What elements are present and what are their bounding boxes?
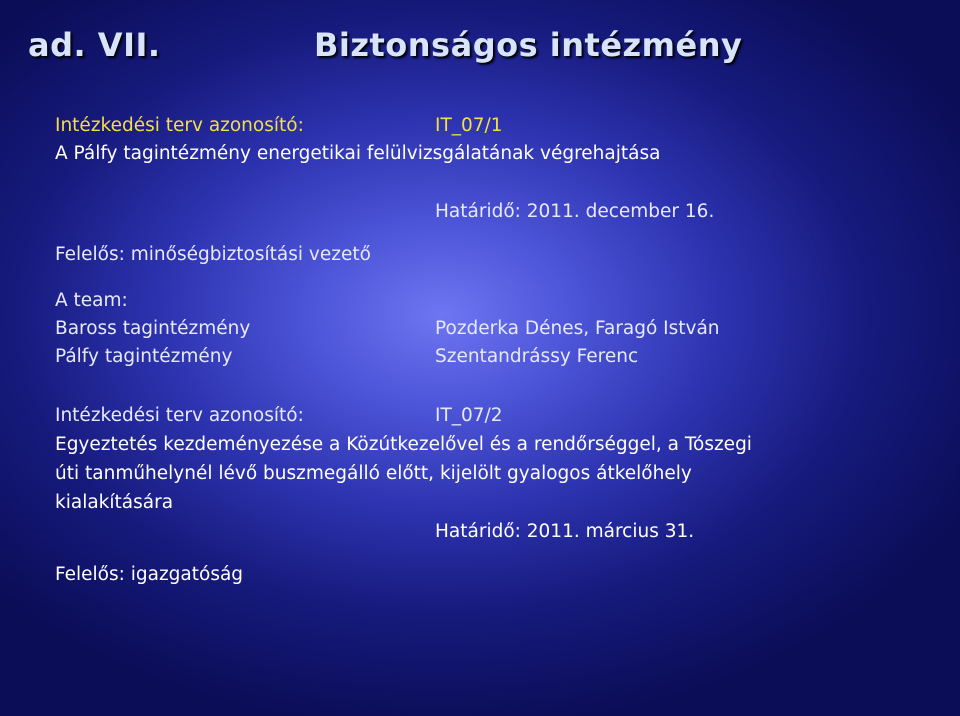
- plan2-description-line: kialakítására: [55, 492, 174, 513]
- team-unit: Pálfy tagintézmény: [55, 346, 233, 367]
- plan1-id-label: Intézkedési terv azonosító:: [55, 115, 304, 136]
- plan2-deadline: Határidő: 2011. március 31.: [435, 521, 695, 542]
- plan1-id-value: IT_07/1: [435, 115, 503, 136]
- team-unit: Baross tagintézmény: [55, 318, 251, 339]
- plan1-team-label: A team:: [55, 290, 128, 311]
- team-members: Pozderka Dénes, Faragó István: [435, 318, 720, 339]
- title-number: ad. VII.: [28, 26, 161, 64]
- plan2-id-value: IT_07/2: [435, 405, 503, 426]
- plan1-responsible: Felelős: minőségbiztosítási vezető: [55, 244, 371, 265]
- team-members: Szentandrássy Ferenc: [435, 346, 639, 367]
- plan1-description: A Pálfy tagintézmény energetikai felülvizsgálatának végrehajtása: [55, 143, 661, 164]
- plan2-id-label: Intézkedési terv azonosító:: [55, 405, 304, 426]
- plan2-responsible: Felelős: igazgatóság: [55, 564, 244, 585]
- plan2-description-line: úti tanműhelynél lévő buszmegálló előtt, kijelölt gyalogos átkelőhely: [55, 463, 692, 484]
- slide-title: [22, 26, 942, 78]
- plan2-description-line: Egyeztetés kezdeményezése a Közútkezelővel és a rendőrséggel, a Tószegi: [55, 434, 752, 455]
- title-text: Biztonságos intézmény: [314, 26, 743, 64]
- plan1-deadline: Határidő: 2011. december 16.: [435, 201, 715, 222]
